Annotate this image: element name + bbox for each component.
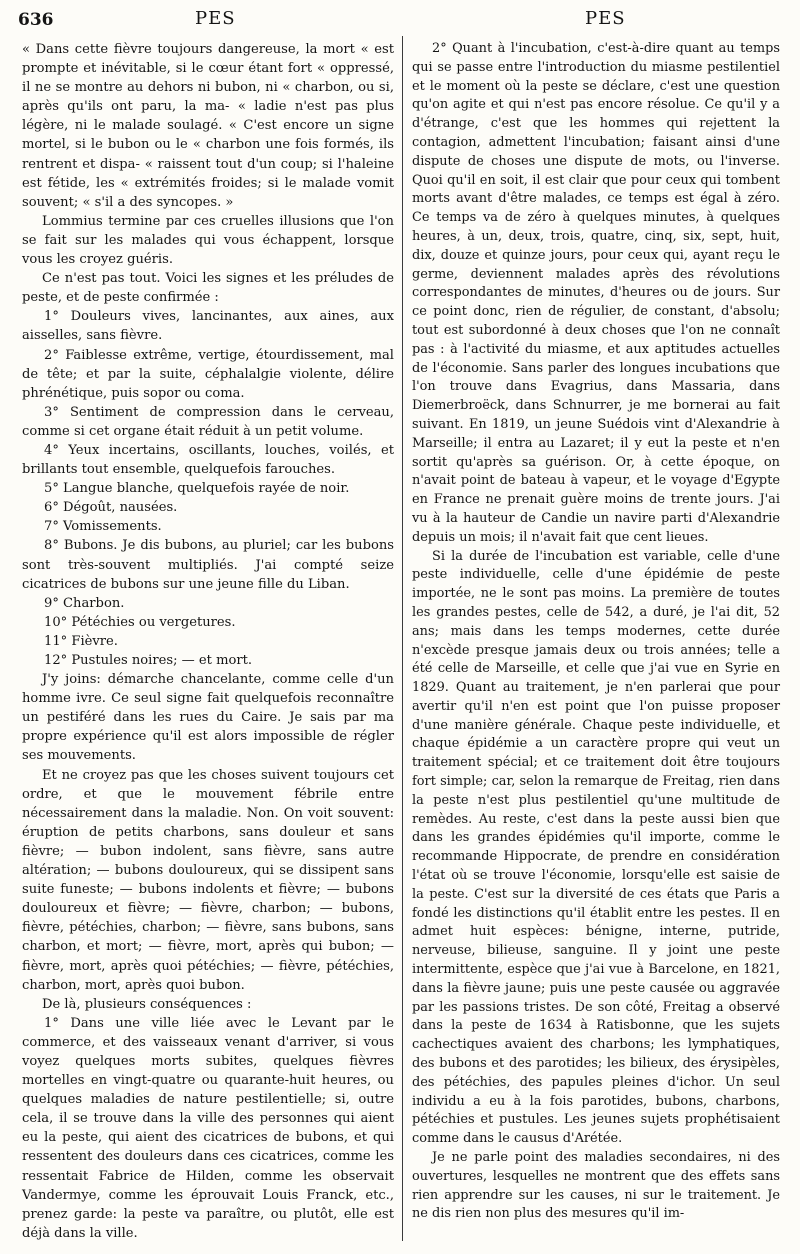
running-title-right: PES xyxy=(585,8,626,29)
paragraph: « Dans cette fièvre toujours dangereuse, la mort « est prompte et inévitable, si le cœur étant fort « oppressé, il ne se montre au dehors ni bubon, ni « charbon, ou si, après qu'ils ont paru, la ma- « ladie n'est pas plus légère, ni le malade soulagé. « C'est encore un signe mortel, si le bubon ou le « charbon une fois formés, ils rentrent et dispa- « raissent tout d'un coup; si l'haleine est fétide, les « extrémités froides; si le malade vomit souvent; « s'il a des syncopes. » xyxy=(22,42,394,210)
paragraph: Et ne croyez pas que les choses suivent toujours cet ordre, et que le mouvement fébrile entre nécessairement dans la maladie. Non. On voit souvent: éruption de petits charbons, sans douleur et sans fièvre; — bubon indolent, sans fièvre, sans autre altération; — bubons douloureux, qui se dissipent sans suite funeste; — bubons indolents et fièvre; — bubons douloureux et fièvre; — fièvre, charbon; — bubons, fièvre, pétéchies, charbon; — fièvre, sans bubons, sans charbon, et mort; — fièvre, mort, après qui bubon; — fièvre, mort, après quoi pétéchies; — fièvre, pétéchies, charbon, mort, après quoi bubon. xyxy=(22,767,394,993)
page-number: 636 xyxy=(18,10,54,30)
list-item: 5° Langue blanche, quelquefois rayée de noir. xyxy=(44,481,350,497)
right-column xyxy=(412,40,780,1224)
list-item: 7° Vomissements. xyxy=(44,519,162,535)
list-item: 1° Douleurs vives, lancinantes, aux aines, aux aisselles, sans fièvre. xyxy=(22,309,394,344)
left-column xyxy=(22,40,394,1243)
paragraph: J'y joins: démarche chancelante, comme celle d'un homme ivre. Ce seul signe fait quelquefois reconnaître un pestiféré dans les rues du Caire. Je sais par ma propre expérience qu'il est alors impossible de régler ses mouvements. xyxy=(22,672,394,764)
column-divider xyxy=(402,36,403,1241)
list-item: 12° Pustules noires; — et mort. xyxy=(44,653,253,668)
running-title-left: PES xyxy=(195,8,236,29)
paragraph: Lommius termine par ces cruelles illusions que l'on se fait sur les malades qui vous échappent, lorsque vous les croyez guéris. xyxy=(22,213,394,268)
paragraph: Ce n'est pas tout. Voici les signes et les préludes de peste, et de peste confirmée : xyxy=(22,271,394,306)
list-item: 6° Dégoût, nausées. xyxy=(44,500,178,516)
page-header xyxy=(0,8,800,34)
list-item: 3° Sentiment de compression dans le cerveau, comme si cet organe était réduit à un petit volume. xyxy=(22,404,394,439)
paragraph: 2° Quant à l'incubation, c'est-à-dire quant au temps qui se passe entre l'introduction du miasme pestilentiel et le moment où la peste se déclare, c'est une question qu'on agite et qui n'est pas encore résolue. Ce qu'il y a d'étrange, c'est que les hommes qui rejettent la contagion, admettent l'incubation; faisant ainsi d'une dispute de choses une dispute de mots, ou l'inverse. Quoi qu'il en soit, il est clair que pour ceux qui tombent morts avant d'être malades, ce temps est égal à zéro. Ce temps va de zéro à quelques minutes, à quelques heures, à un, deux, trois, quatre, cinq, six, sept, huit, dix, douze et quinze jours, pour ceux qui, ayant reçu le germe, deviennent malades après des révolutions correspondantes de minutes, d'heures ou de jours. Sur ce point donc, rien de régulier, de constant, d'absolu; tout est subordonné à deux choses que l'on ne connaît pas : à l'activité du miasme, et aux aptitudes actuelles de l'économie. Sans parler des longues incubations que l'on trouve dans Evagrius, dans Massaria, dans Diemerbroëck, dans Schnurrer, je me bornerai au fait suivant. En 1819, un jeune Suédois vint d'Alexandrie à Marseille; il entra au Lazaret; il y eut la peste et n'en sortit qu'après sa guérison. Or, à cette époque, on n'avait point de bateau à vapeur, et le voyage d'Egypte en France ne prenait guère moins de trente jours. J'ai vu à la hauteur de Candie un navire parti d'Alexandrie depuis un mois; il n'avait fait que cent lieues. xyxy=(412,41,780,545)
paragraph: Je ne parle point des maladies secondaires, ni des ouvertures, lesquelles ne montrent que des effets sans rien apprendre sur les causes, ni sur le traitement. Je ne dis rien non plus des mesures qu'il im- xyxy=(412,1150,780,1222)
list-item: 1° Dans une ville liée avec le Levant par le commerce, et des vaisseaux venant d'arriver, si vous voyez quelques morts subites, quelques fièvres mortelles en vingt-quatre ou quarante-huit heures, ou quelques maladies de nature pestilentielle; si, outre cela, il se trouve dans la ville des personnes qui aient eu la peste, qui aient des cicatrices de bubons, et qui ressentent des douleurs dans ces cicatrices, comme les ressentait Fabrice de Hilden, comme les observait Vandermye, comme les éprouvait Louis Franck, etc., prenez garde: la peste va paraître, ou plutôt, elle est déjà dans la ville. xyxy=(22,1015,394,1241)
list-item: 11° Fièvre. xyxy=(44,633,118,649)
list-item: 10° Pétéchies ou vergetures. xyxy=(44,614,236,630)
paragraph: Si la durée de l'incubation est variable, celle d'une peste individuelle, celle d'une épidémie de peste importée, ne le sont pas moins. La première de toutes les grandes pestes, celle de 542, a duré, je l'ai dit, 52 ans; mais dans les temps modernes, cette durée n'excède presque jamais deux ou trois années; telle a été celle de Marseille, et celle que j'ai vue en Syrie en 1829. Quant au traitement, je n'en parlerai que pour avertir qu'il n'en est point que l'on puisse proposer d'une manière générale. Chaque peste individuelle, et chaque épidémie a un caractère propre qui veut un traitement spécial; et ce traitement doit être toujours fort simple; car, selon la remarque de Freitag, rien dans la peste n'est plus pestilentiel qu'une multitude de remèdes. Au reste, c'est dans la peste aussi bien que dans les grandes épidémies qu'il importe, comme le recommande Hippocrate, de prendre en considération l'état où se trouve l'économie, lorsqu'elle est saisie de la peste. C'est sur la diversité de ces états que Paris a fondé les distinctions qu'il établit entre les pestes. Il en admet huit espèces: bénigne, interne, putride, nerveuse, bilieuse, sanguine. Il y joint une peste intermittente, espèce que j'ai vue à Barcelone, en 1821, dans la fièvre jaune; puis une peste causée ou aggravée par les passions tristes. De son côté, Freitag a observé dans la peste de 1634 à Ratisbonne, que les sujets cachectiques avaient des charbons; les lymphatiques, des bubons et des parotides; les bilieux, des érysipèles, des pétéchies, des papules pleines d'ichor. Un seul individu a eu à la fois parotides, bubons, charbons, pétéchies et pustules. Les jeunes sujets prophétisaient comme dans le causus d'Arétée. xyxy=(412,548,780,1147)
list-item: 4° Yeux incertains, oscillants, louches, voilés, et brillants tout ensemble, quelquefois farouches. xyxy=(22,442,394,478)
paragraph: De là, plusieurs conséquences : xyxy=(42,996,252,1012)
list-item: 9° Charbon. xyxy=(44,595,125,611)
list-item: 2° Faiblesse extrême, vertige, étourdissement, mal de tête; et par la suite, céphalalgie violente, délire phrénétique, puis sopor ou coma. xyxy=(22,347,394,401)
list-item: 8° Bubons. Je dis bubons, au pluriel; car les bubons sont très-souvent multipliés. J'ai compté seize cicatrices de bubons sur une jeune fille du Liban. xyxy=(22,538,394,592)
